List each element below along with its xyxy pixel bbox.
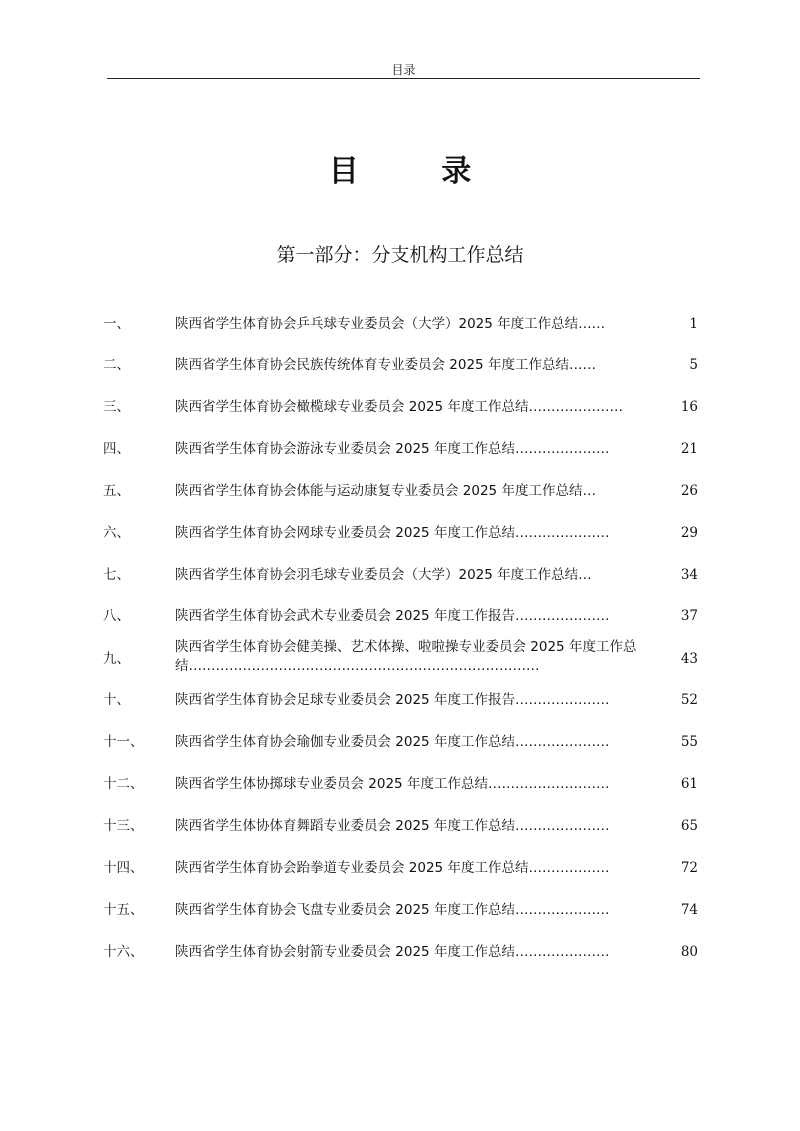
toc-entry[interactable]	[0, 353, 800, 377]
toc-number: 十一、	[103, 734, 144, 750]
toc-number: 二、	[103, 357, 130, 373]
toc-page-number: 80	[680, 944, 698, 960]
toc-entry[interactable]	[0, 856, 800, 880]
toc-title: 陕西省学生体协掷球专业委员会 2025 年度工作总结………………………	[175, 776, 610, 792]
toc-page-number: 1	[689, 316, 698, 332]
toc-entry[interactable]	[0, 940, 800, 964]
toc-page-number: 43	[680, 651, 698, 667]
toc-number: 六、	[103, 525, 130, 541]
toc-number: 五、	[103, 483, 130, 499]
toc-title: 陕西省学生体育协会民族传统体育专业委员会 2025 年度工作总结……	[175, 357, 596, 373]
toc-entry[interactable]	[0, 638, 800, 682]
toc-page-number: 52	[680, 692, 698, 708]
toc-number: 十五、	[103, 902, 144, 918]
toc-title: 陕西省学生体育协会健美操、艺术体操、啦啦操专业委员会 2025 年度工作总结……………………………………………………………………	[175, 639, 637, 674]
header-divider	[107, 78, 700, 79]
toc-title: 陕西省学生体育协会橄榄球专业委员会 2025 年度工作总结…………………	[175, 399, 623, 415]
toc-title: 陕西省学生体育协会网球专业委员会 2025 年度工作总结…………………	[175, 525, 610, 541]
toc-entry[interactable]	[0, 730, 800, 754]
toc-number: 八、	[103, 608, 130, 624]
toc-page-number: 29	[680, 525, 698, 541]
toc-number: 九、	[103, 651, 130, 667]
toc-page-number: 21	[680, 441, 698, 457]
toc-entry[interactable]	[0, 437, 800, 461]
toc-title: 陕西省学生体育协会乒乓球专业委员会（大学）2025 年度工作总结……	[175, 316, 606, 332]
toc-number: 十四、	[103, 860, 144, 876]
toc-title: 陕西省学生体育协会武术专业委员会 2025 年度工作报告…………………	[175, 608, 610, 624]
toc-entry[interactable]	[0, 772, 800, 796]
toc-entry[interactable]	[0, 563, 800, 587]
toc-number: 十二、	[103, 776, 144, 792]
toc-title: 陕西省学生体育协会游泳专业委员会 2025 年度工作总结…………………	[175, 441, 610, 457]
toc-entry[interactable]	[0, 312, 800, 336]
toc-page-number: 55	[680, 734, 698, 750]
toc-title: 陕西省学生体育协会羽毛球专业委员会（大学）2025 年度工作总结…	[175, 567, 592, 583]
toc-page-number: 34	[680, 567, 698, 583]
toc-number: 一、	[103, 316, 130, 332]
toc-page-number: 65	[680, 818, 698, 834]
toc-title: 陕西省学生体育协会射箭专业委员会 2025 年度工作总结…………………	[175, 944, 610, 960]
toc-number: 四、	[103, 441, 130, 457]
toc-page-number: 74	[680, 902, 698, 918]
section-heading: 第一部分：分支机构工作总结	[276, 244, 524, 266]
toc-title: 陕西省学生体育协会跆拳道专业委员会 2025 年度工作总结………………	[175, 860, 610, 876]
toc-entry[interactable]	[0, 898, 800, 922]
toc-title: 陕西省学生体育协会瑜伽专业委员会 2025 年度工作总结…………………	[175, 734, 610, 750]
toc-entry[interactable]	[0, 688, 800, 712]
toc-number: 十六、	[103, 944, 144, 960]
toc-title: 陕西省学生体育协会足球专业委员会 2025 年度工作报告…………………	[175, 692, 610, 708]
toc-title: 陕西省学生体育协会飞盘专业委员会 2025 年度工作总结…………………	[175, 902, 610, 918]
toc-page-number: 61	[680, 776, 698, 792]
toc-entry[interactable]	[0, 521, 800, 545]
toc-entry[interactable]	[0, 604, 800, 628]
toc-entry[interactable]	[0, 479, 800, 503]
document-title: 目 录	[328, 154, 508, 189]
toc-number: 三、	[103, 399, 130, 415]
toc-title: 陕西省学生体协体育舞蹈专业委员会 2025 年度工作总结…………………	[175, 818, 610, 834]
toc-entry[interactable]	[0, 395, 800, 419]
toc-page-number: 16	[680, 399, 698, 415]
toc-entry[interactable]	[0, 814, 800, 838]
toc-page-number: 37	[680, 608, 698, 624]
toc-number: 七、	[103, 567, 130, 583]
toc-title: 陕西省学生体育协会体能与运动康复专业委员会 2025 年度工作总结…	[175, 483, 596, 499]
toc-number: 十、	[103, 692, 130, 708]
toc-page-number: 5	[689, 357, 698, 373]
toc-page-number: 72	[680, 860, 698, 876]
toc-number: 十三、	[103, 818, 144, 834]
running-header: 目录	[391, 63, 416, 77]
toc-page-number: 26	[680, 483, 698, 499]
